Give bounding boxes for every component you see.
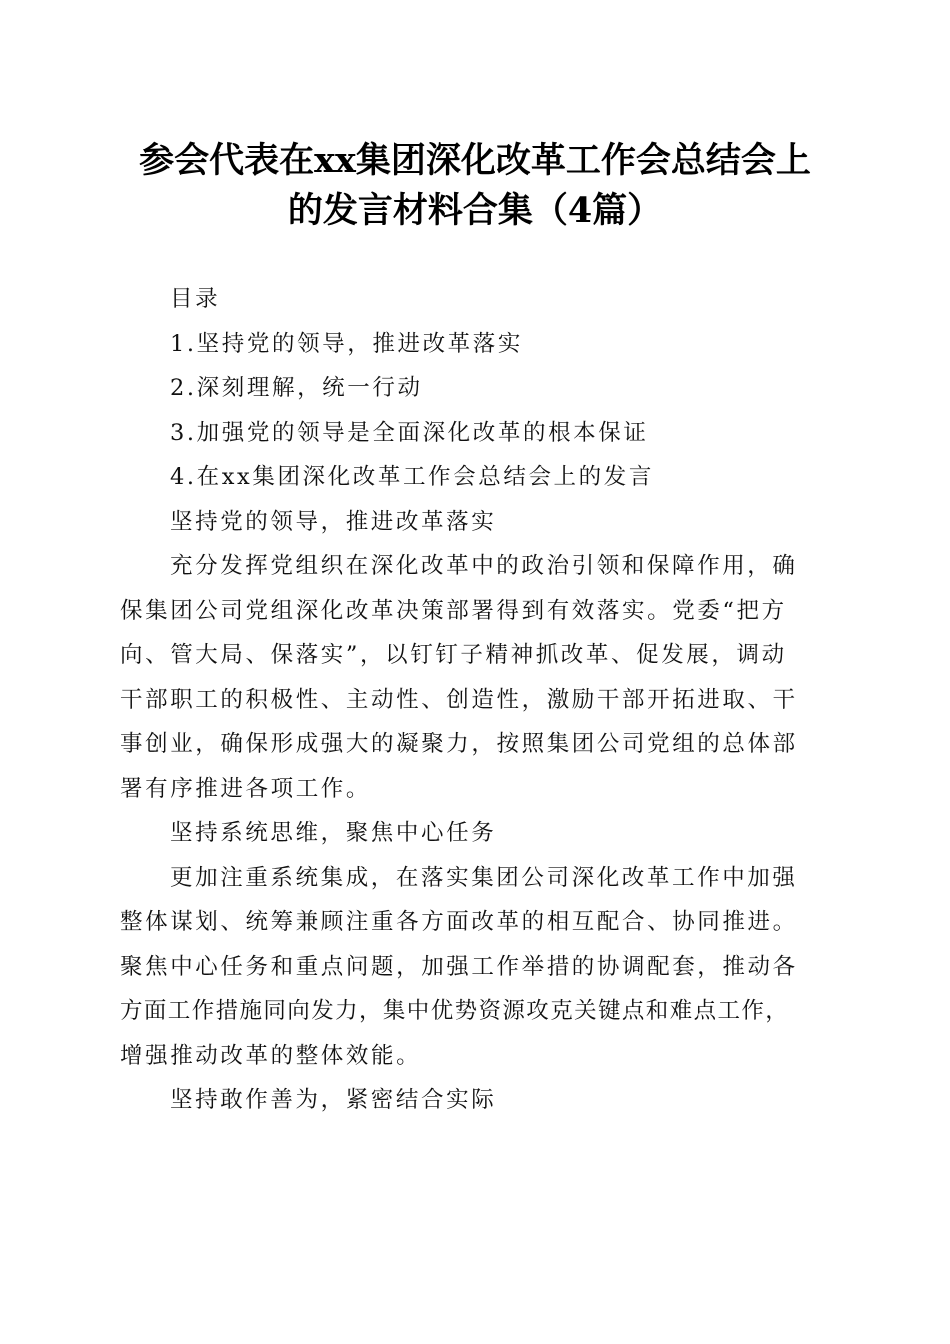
paragraph-line: 向、管大局、保落实”，以钉钉子精神抓改革、促发展，调动 (120, 642, 787, 668)
toc-item-4: 4.在xx集团深化改革工作会总结会上的发言 (170, 464, 654, 490)
paragraph-line: 充分发挥党组织在深化改革中的政治引领和保障作用，确 (170, 553, 798, 579)
toc-item-3: 3.加强党的领导是全面深化改革的根本保证 (170, 419, 649, 446)
toc-item-2: 2.深刻理解，统一行动 (170, 375, 423, 401)
paragraph-line: 聚焦中心任务和重点问题，加强工作举措的协调配套，推动各 (120, 953, 798, 980)
toc-item-1: 1.坚持党的领导，推进改革落实 (170, 330, 523, 357)
paragraph-line: 署有序推进各项工作。 (120, 775, 372, 802)
toc-heading: 目录 (170, 286, 221, 312)
paragraph-2 (120, 856, 832, 1079)
document-title (100, 136, 850, 236)
title-line-2: 的发言材料合集（4篇） (287, 190, 663, 231)
title-line-1: 参会代表在xx集团深化改革工作会总结会上 (139, 140, 811, 181)
paragraph-line: 保集团公司党组深化改革决策部署得到有效落实。党委“把方 (120, 597, 787, 624)
document-body (120, 277, 832, 1123)
section-heading-2: 坚持系统思维，聚焦中心任务 (170, 820, 497, 846)
paragraph-1 (120, 544, 832, 811)
paragraph-line: 增强推动改革的整体效能。 (120, 1042, 422, 1069)
section-heading-3: 坚持敢作善为，紧密结合实际 (170, 1087, 497, 1113)
paragraph-line: 干部职工的积极性、主动性、创造性，激励干部开拓进取、干 (120, 686, 798, 713)
paragraph-line: 方面工作措施同向发力，集中优势资源攻克关键点和难点工作， (120, 998, 790, 1024)
article-heading: 坚持党的领导，推进改革落实 (170, 508, 497, 535)
paragraph-line: 整体谋划、统筹兼顾注重各方面改革的相互配合、协同推进。 (120, 909, 798, 935)
paragraph-line: 更加注重系统集成，在落实集团公司深化改革工作中加强 (170, 864, 798, 891)
paragraph-line: 事创业，确保形成强大的凝聚力，按照集团公司党组的总体部 (120, 731, 798, 757)
